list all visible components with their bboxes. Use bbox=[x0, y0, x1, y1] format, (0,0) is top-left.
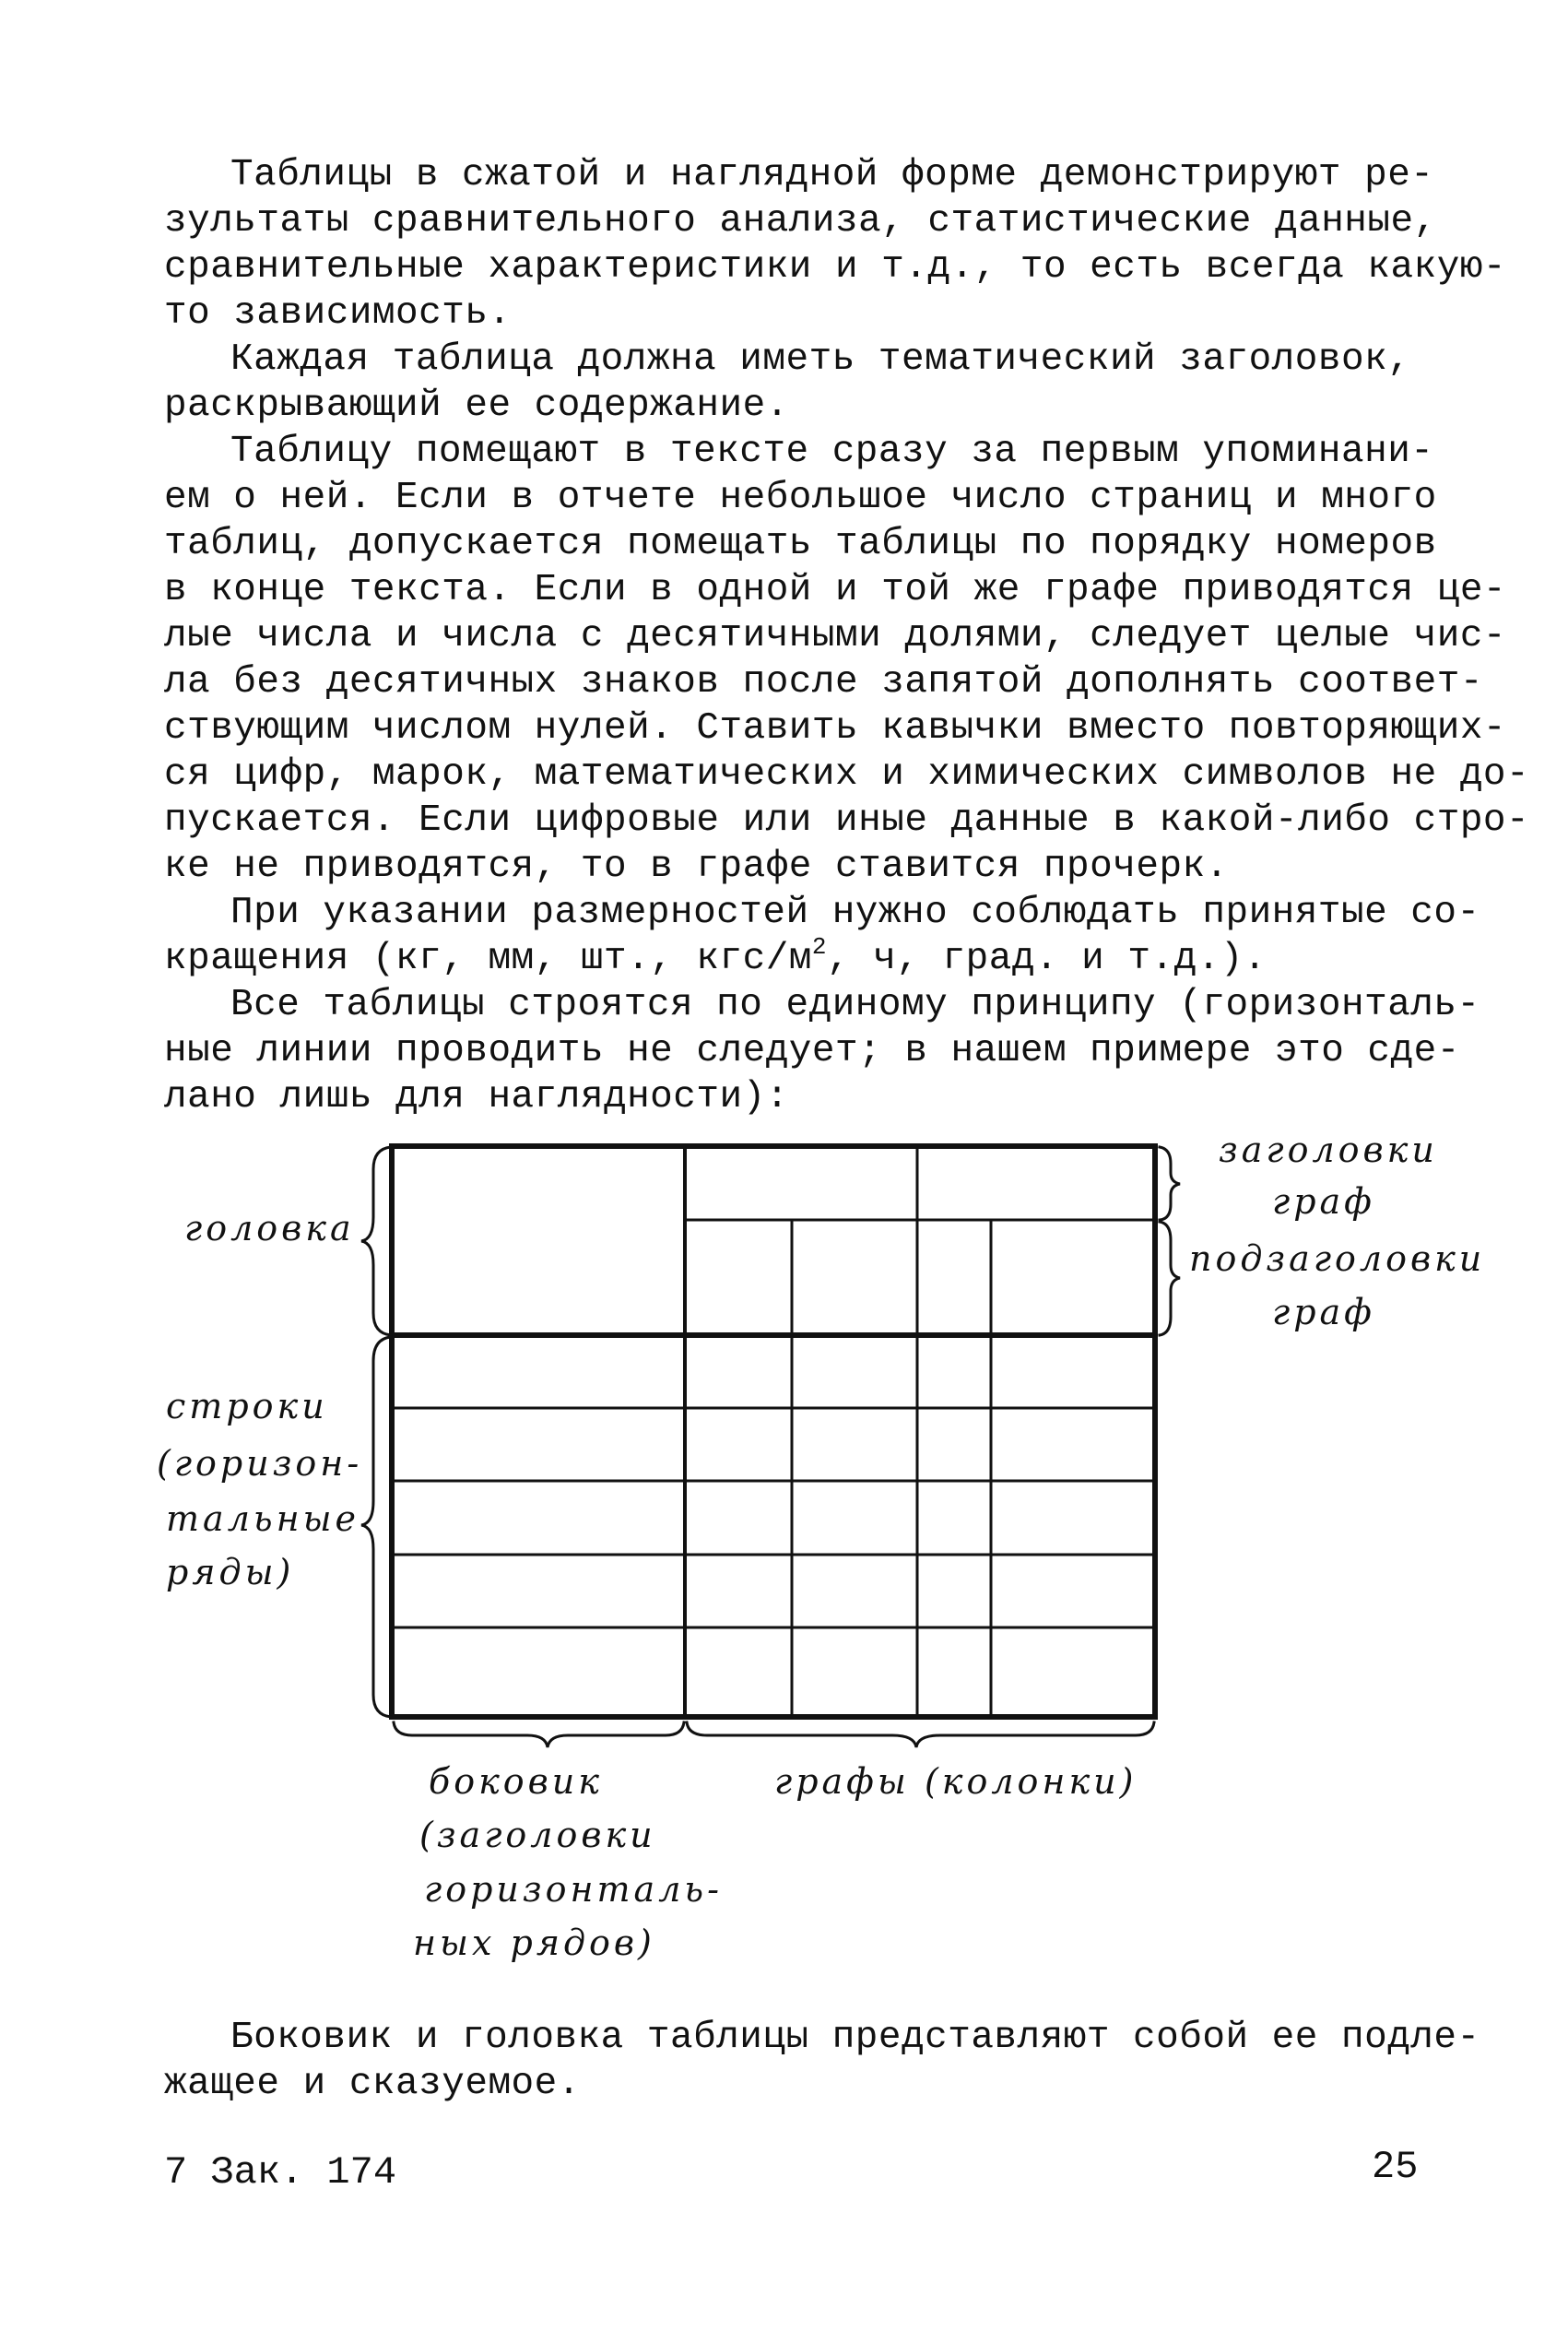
brace-column-subheaders bbox=[1160, 1222, 1180, 1335]
label-rows: строки bbox=[166, 1386, 328, 1426]
text-line: Боковик и головка таблицы представляют собой ее подле- bbox=[230, 2017, 1480, 2059]
label-column-subheaders: подзаголовки bbox=[1189, 1238, 1486, 1279]
text-line: в конце текста. Если в одной и той же графе приводятся це- bbox=[164, 569, 1507, 611]
text-line: сравнительные характеристики и т.д., то есть всегда какую- bbox=[164, 246, 1507, 289]
brace-head bbox=[361, 1147, 391, 1335]
label-columns: графы (колонки) bbox=[774, 1761, 1138, 1802]
label-stub: ных рядов) bbox=[413, 1923, 655, 1963]
page-number: 25 bbox=[1372, 2145, 1419, 2189]
text-line: то зависимость. bbox=[164, 292, 512, 335]
text-line: Таблицу помещают в тексте сразу за первым упоминани- bbox=[230, 431, 1434, 473]
text-line: ствующим числом нулей. Ставить кавычки вместо повторяющих- bbox=[164, 707, 1507, 750]
table-structure-diagram bbox=[0, 1106, 1568, 1807]
text-line: жащее и сказуемое. bbox=[164, 2063, 581, 2105]
label-column-headers: заголовки bbox=[1219, 1130, 1438, 1170]
text-line: пускается. Если цифровые или иные данные в какой-либо стро- bbox=[164, 799, 1530, 842]
brace-rows bbox=[361, 1337, 391, 1717]
label-rows: ряды) bbox=[166, 1552, 295, 1592]
brace-stub bbox=[394, 1722, 684, 1747]
text-line: ные линии проводить не следует; в нашем примере это сде- bbox=[164, 1030, 1460, 1072]
text-line: Каждая таблица должна иметь тематический заголовок, bbox=[230, 338, 1411, 381]
stub-label-continued bbox=[0, 1807, 1568, 1973]
label-rows: тальные bbox=[166, 1498, 360, 1539]
text-line: ем о ней. Если в отчете небольшое число страниц и много bbox=[164, 477, 1437, 519]
brace-columns bbox=[687, 1722, 1154, 1747]
text-line: Все таблицы строятся по единому принципу (горизонталь- bbox=[230, 984, 1480, 1026]
text-line: лано лишь для наглядности): bbox=[164, 1076, 789, 1118]
text-line: таблиц, допускается помещать таблицы по порядку номеров bbox=[164, 523, 1437, 565]
text-line: ся цифр, марок, математических и химических символов не до- bbox=[164, 753, 1530, 796]
label-stub: (заголовки bbox=[419, 1815, 656, 1855]
label-stub: боковик bbox=[429, 1761, 603, 1802]
text-line: При указании размерностей нужно соблюдать принятые со- bbox=[230, 892, 1480, 934]
label-column-subheaders: граф bbox=[1272, 1292, 1375, 1332]
table-outer-frame bbox=[392, 1146, 1155, 1717]
label-rows: (горизон- bbox=[157, 1443, 363, 1484]
text-line: зультаты сравнительного анализа, статистические данные, bbox=[164, 200, 1437, 243]
text-line: ке не приводятся, то в графе ставится прочерк. bbox=[164, 846, 1229, 888]
footer-order-number: 7 Зак. 174 bbox=[164, 2150, 397, 2195]
brace-column-headers bbox=[1160, 1147, 1180, 1220]
text-line: лые числа и числа с десятичными долями, следует целые чис- bbox=[164, 615, 1507, 657]
text-line bbox=[164, 935, 1418, 983]
label-head: головка bbox=[184, 1208, 355, 1248]
superscript: 2 bbox=[811, 933, 828, 961]
label-column-headers: граф bbox=[1272, 1181, 1375, 1222]
text-line: Таблицы в сжатой и наглядной форме демонстрируют ре- bbox=[230, 154, 1434, 196]
text-fragment: кращения (кг, мм, шт., кгс/м bbox=[164, 938, 812, 980]
text-line: раскрывающий ее содержание. bbox=[164, 385, 789, 427]
label-stub: горизонталь- bbox=[424, 1869, 723, 1910]
text-fragment: , ч, град. и т.д.). bbox=[827, 938, 1267, 980]
text-line: ла без десятичных знаков после запятой дополнять соответ- bbox=[164, 661, 1483, 704]
